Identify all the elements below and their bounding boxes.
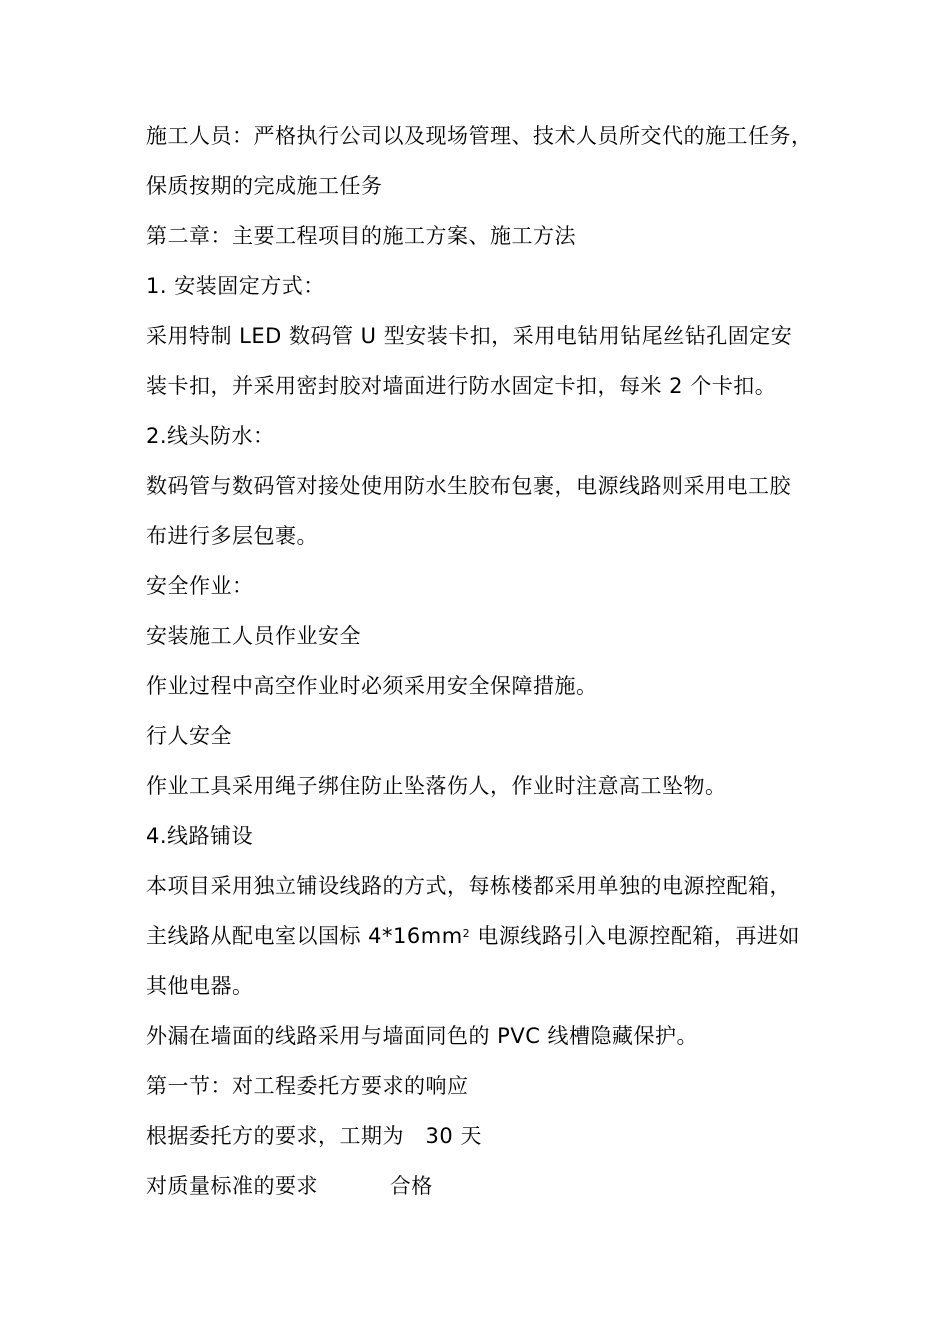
text-line-install-1: 采用特制 LED 数码管 U 型安装卡扣，采用电钻用钻尾丝钻孔固定安 xyxy=(146,324,793,348)
chapter-heading: 第二章：主要工程项目的施工方案、施工方法 xyxy=(146,224,576,248)
section-heading-response: 第一节：对工程委托方要求的响应 xyxy=(146,1074,469,1098)
text-line-tools: 作业工具采用绳子绑住防止坠落伤人，作业时注意高工坠物。 xyxy=(146,774,727,798)
text-line-personnel-cont: 保质按期的完成施工任务 xyxy=(146,174,383,198)
section-heading-wiring: 4.线路铺设 xyxy=(146,824,254,848)
wiring-text-before: 主线路从配电室以国标 4*16mm xyxy=(146,924,463,948)
text-line-personnel: 施工人员：严格执行公司以及现场管理、技术人员所交代的施工任务， xyxy=(146,124,813,148)
text-line-pedestrian-safety: 行人安全 xyxy=(146,724,232,748)
section-heading-safety: 安全作业： xyxy=(146,574,254,598)
section-heading-install: 1. 安装固定方式： xyxy=(146,274,325,298)
squared-superscript: 2 xyxy=(462,927,471,940)
text-line-install-2: 装卡扣，并采用密封胶对墙面进行防水固定卡扣，每米 2 个卡扣。 xyxy=(146,374,777,398)
text-line-worker-safety: 安装施工人员作业安全 xyxy=(146,624,361,648)
text-line-pvc: 外漏在墙面的线路采用与墙面同色的 PVC 线槽隐藏保护。 xyxy=(146,1024,699,1048)
text-line-waterproof-2: 布进行多层包裹。 xyxy=(146,524,318,548)
text-line-quality: 对质量标准的要求 合格 xyxy=(146,1174,433,1198)
text-line-waterproof-1: 数码管与数码管对接处使用防水生胶布包裹，电源线路则采用电工胶 xyxy=(146,474,791,498)
text-line-wiring-1: 本项目采用独立铺设线路的方式，每栋楼都采用单独的电源控配箱， xyxy=(146,874,791,898)
wiring-text-after: 电源线路引入电源控配箱，再进如 xyxy=(470,924,800,948)
section-heading-waterproof: 2.线头防水： xyxy=(146,424,275,448)
text-line-duration: 根据委托方的要求，工期为 30 天 xyxy=(146,1124,482,1148)
text-line-wiring-3: 其他电器。 xyxy=(146,974,254,998)
text-line-wiring-2 xyxy=(146,921,800,951)
text-line-height-work: 作业过程中高空作业时必须采用安全保障措施。 xyxy=(146,674,598,698)
